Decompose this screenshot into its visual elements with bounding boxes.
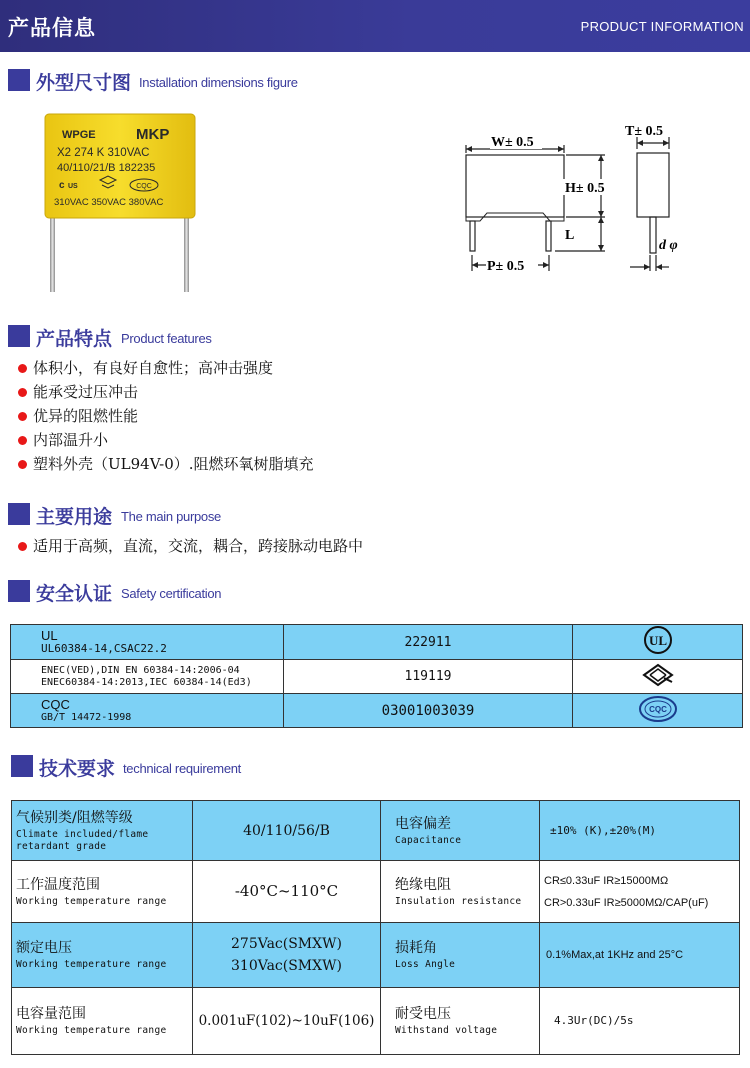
heading-square-icon	[8, 503, 30, 525]
heading-cn: 产品特点	[36, 328, 113, 350]
cert-logo-cell	[573, 625, 743, 660]
table-row	[11, 694, 743, 728]
cert-logo-cell	[573, 660, 743, 694]
bullet-dot-icon	[18, 388, 27, 397]
heading-cn: 技术要求	[39, 758, 116, 780]
param-value-cell: 40/110/56/B	[193, 801, 381, 861]
param-value-cell: CR≤0.33uF IR≥15000MΩ CR>0.33uF IR≥5000MΩ/CAP(uF)	[540, 861, 740, 923]
cap-ul-mark: c	[59, 180, 65, 191]
cert-number-cell: 03001003039	[284, 694, 573, 728]
cert-number-cell: 222911	[284, 625, 573, 660]
table-row	[12, 923, 740, 988]
cert-name-cell: CQC GB/T 14472-1998	[11, 694, 284, 728]
bullet-dot-icon	[18, 436, 27, 445]
heading-cn: 主要用途	[36, 506, 113, 528]
cap-line2: 40/110/21/B 182235	[57, 162, 156, 174]
param-value-cell: 0.1%Max,at 1KHz and 25°C	[540, 923, 740, 988]
heading-square-icon	[8, 325, 30, 347]
param-name-cell: 气候别类/阻燃等级 Climate included/flame retardant grade	[12, 801, 193, 861]
param-name-cell: 电容偏差 Capacitance	[381, 801, 540, 861]
bullet-dot-icon	[18, 364, 27, 373]
list-item: 适用于高频，直流，交流，耦合，跨接脉动电路中	[16, 534, 363, 558]
banner-title: 产品信息	[8, 16, 96, 40]
param-value-cell: 275Vac(SMXW) 310Vac(SMXW)	[193, 923, 381, 988]
lead-right	[184, 208, 189, 292]
table-row	[12, 801, 740, 861]
cap-brand: WPGE	[62, 129, 96, 141]
list-item: 能承受过压冲击	[16, 380, 314, 404]
heading-en: The main purpose	[121, 509, 221, 524]
purpose-list	[16, 534, 363, 558]
front-lead-right	[546, 221, 551, 251]
cert-name-cell: ENEC(VED),DIN EN 60384-14:2006-04 ENEC60384-14:2013,IEC 60384-14(Ed3)	[11, 660, 284, 694]
svg-text:CQC: CQC	[648, 704, 667, 714]
heading-cn: 安全认证	[36, 583, 113, 605]
param-name-cell: 绝缘电阻 Insulation resistance	[381, 861, 540, 923]
capacitor-photo	[40, 108, 210, 298]
dimension-drawing	[455, 115, 700, 280]
heading-en: technical requirement	[123, 761, 241, 776]
param-name-cell: 工作温度范围 Working temperature range	[12, 861, 193, 923]
enec-logo-icon	[640, 662, 676, 688]
ul-logo-icon	[643, 625, 673, 655]
cap-type: MKP	[136, 126, 170, 143]
technical-requirement-table	[11, 800, 740, 1055]
param-name-cell: 电容量范围 Working temperature range	[12, 988, 193, 1055]
side-lead	[650, 217, 656, 253]
cert-logo-cell	[573, 694, 743, 728]
cap-cqc-text: CQC	[136, 183, 152, 190]
table-row	[11, 625, 743, 660]
cert-name-cell: UL UL60384-14,CSAC22.2	[11, 625, 284, 660]
table-row	[11, 660, 743, 694]
lead-left	[50, 208, 55, 292]
heading-en: Installation dimensions figure	[139, 75, 298, 90]
label-width: W± 0.5	[491, 135, 534, 150]
table-row	[12, 861, 740, 923]
param-value-cell: -40°C~110°C	[193, 861, 381, 923]
heading-en: Safety certification	[121, 586, 222, 601]
label-pitch: P± 0.5	[487, 259, 525, 274]
heading-square-icon	[11, 755, 33, 777]
label-lead: L	[565, 228, 575, 243]
side-body	[637, 153, 669, 217]
table-row	[12, 988, 740, 1055]
param-name-cell: 耐受电压 Withstand voltage	[381, 988, 540, 1055]
bullet-dot-icon	[18, 460, 27, 469]
heading-square-icon	[8, 580, 30, 602]
param-name-cell: 损耗角 Loss Angle	[381, 923, 540, 988]
features-list	[16, 356, 314, 476]
banner-subtitle: PRODUCT INFORMATION	[580, 19, 744, 34]
cqc-logo-icon	[638, 695, 678, 723]
param-name-cell: 额定电压 Working temperature range	[12, 923, 193, 988]
front-body	[466, 155, 564, 217]
param-value-cell: 4.3Ur(DC)/5s	[540, 988, 740, 1055]
front-lead-left	[470, 221, 475, 251]
param-value-cell: 0.001uF(102)~10uF(106)	[193, 988, 381, 1055]
bullet-dot-icon	[18, 542, 27, 551]
list-item: 内部温升小	[16, 428, 314, 452]
cap-line1: X2 274 K 310VAC	[57, 147, 150, 159]
cert-number-cell: 119119	[284, 660, 573, 694]
param-value-cell: ±10% (K),±20%(M)	[540, 801, 740, 861]
heading-cn: 外型尺寸图	[36, 72, 132, 94]
heading-en: Product features	[121, 331, 212, 346]
label-thickness: T± 0.5	[625, 124, 664, 139]
label-diameter: d φ	[659, 238, 678, 253]
top-banner	[0, 0, 750, 52]
svg-text:UL: UL	[648, 633, 667, 648]
list-item: 优异的阻燃性能	[16, 404, 314, 428]
label-height: H± 0.5	[565, 181, 605, 196]
list-item: 体积小，有良好自愈性；高冲击强度	[16, 356, 314, 380]
cap-ul-us: US	[68, 183, 78, 190]
list-item: 塑料外壳（UL94V-0）.阻燃环氧树脂填充	[16, 452, 314, 476]
bullet-dot-icon	[18, 412, 27, 421]
heading-square-icon	[8, 69, 30, 91]
cap-line4: 310VAC 350VAC 380VAC	[54, 197, 164, 208]
safety-certification-table	[10, 624, 743, 728]
